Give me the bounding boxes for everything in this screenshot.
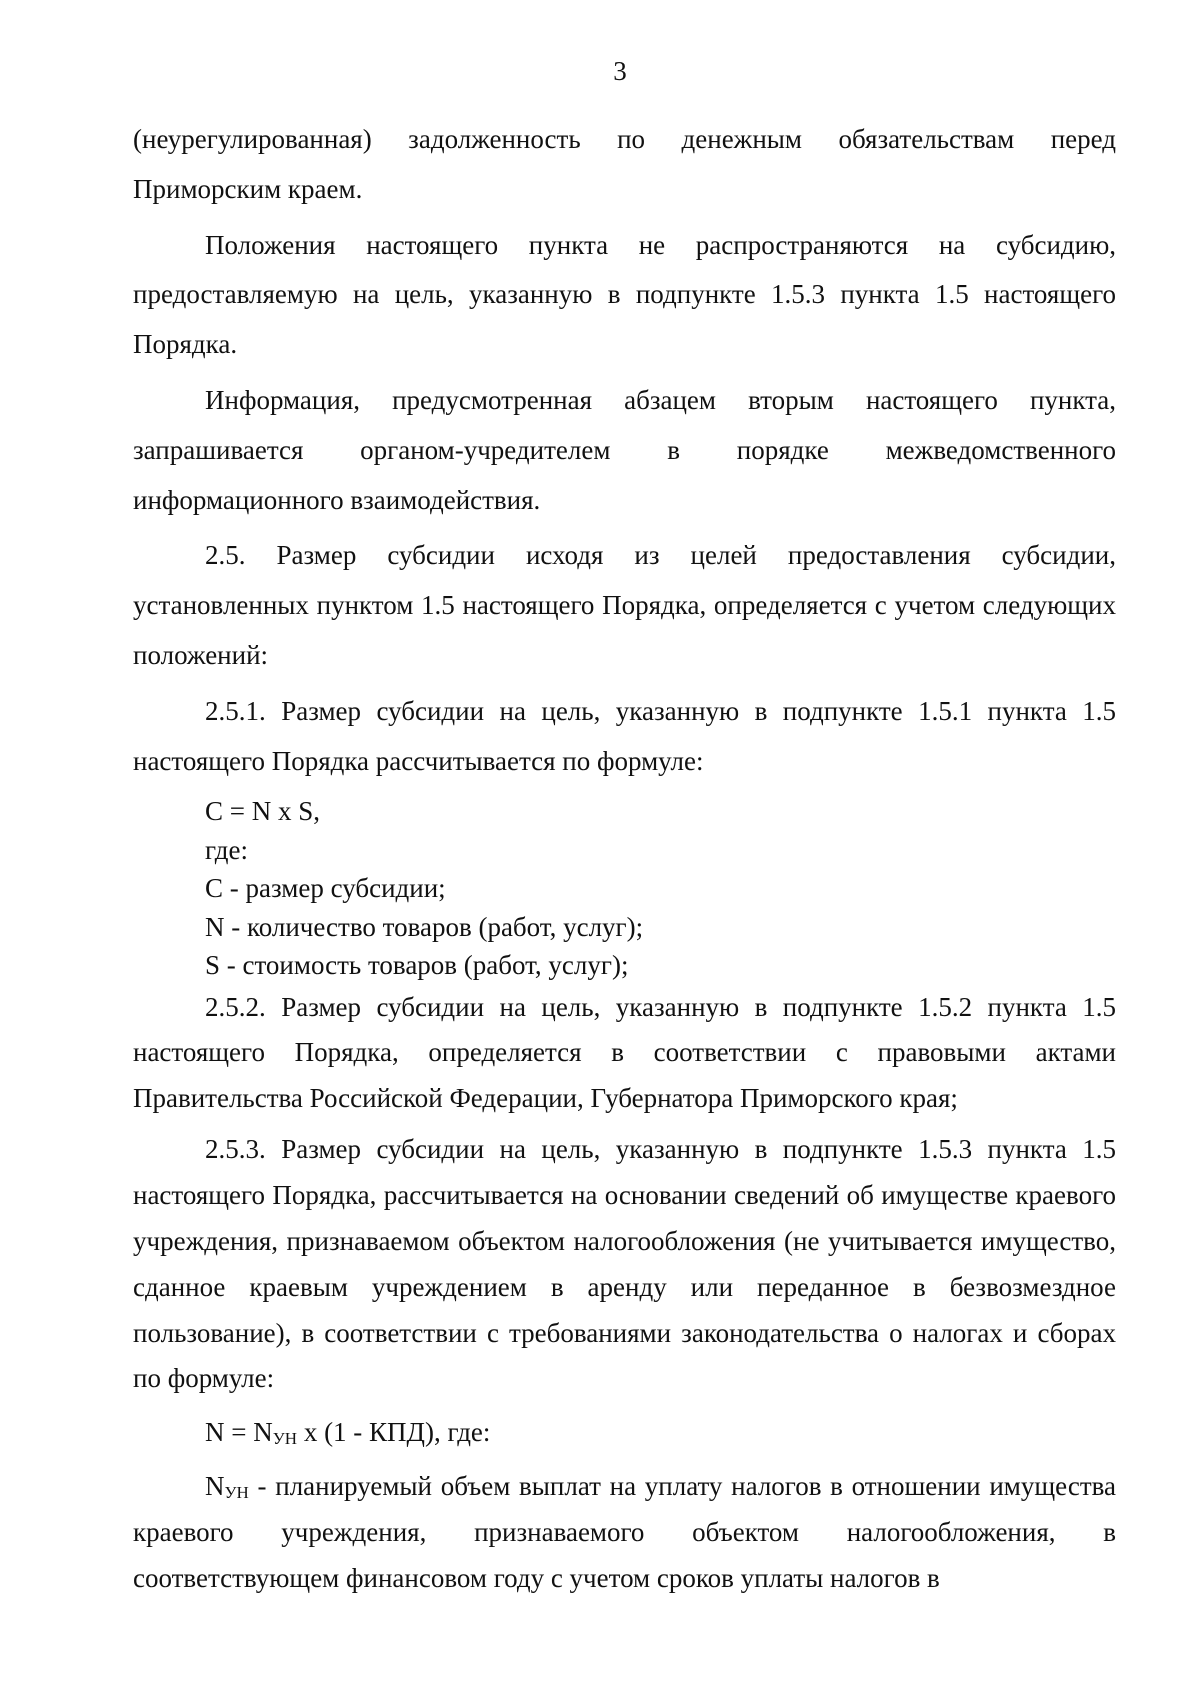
definition-nun <box>133 1464 1116 1601</box>
formula-block-1 <box>133 792 1116 985</box>
formula-tax-lhs: N = N <box>205 1417 273 1448</box>
paragraph-2-5: 2.5. Размер субсидии исходя из целей предоставления субсидии, установленных пунктом 1.5 настоящего Порядка, определяется с учетом следующих положений: <box>133 540 1116 670</box>
paragraph-2-5-1: 2.5.1. Размер субсидии на цель, указанную в подпункте 1.5.1 пункта 1.5 настоящего Порядка рассчитывается по формуле: <box>133 695 1116 776</box>
paragraph-2-5-2: 2.5.2. Размер субсидии на цель, указанную в подпункте 1.5.2 пункта 1.5 настоящего Порядка, определяется в соответствии с правовыми актами Правительства Российской Федерации, Губернатора Приморского края; <box>133 991 1116 1113</box>
page-number: 3 <box>613 56 627 86</box>
definition-s: S - стоимость товаров (работ, услуг); <box>205 950 629 981</box>
paragraph-2-5-3: 2.5.3. Размер субсидии на цель, указанную в подпункте 1.5.3 пункта 1.5 настоящего Порядка, рассчитывается на основании сведений об имуществе краевого учреждения, признаваемом объектом налогообложения (не учитывается имущество, сданное краевым учреждением в аренду или переданное в безвозмездное пользование), в соответствии с требованиями законодательства о налогах и сборах по формуле: <box>133 1134 1116 1394</box>
formula-subsidy: C = N x S, <box>205 796 321 827</box>
definition-nun-text: - планируемый объем выплат на уплату налогов в отношении имущества краевого учреждения, признаваемого объектом налогообложения, в соответствующем финансовом году с учетом сроков уплаты налогов в <box>133 1470 1116 1593</box>
definition-n: N - количество товаров (работ, услуг); <box>205 911 644 942</box>
definition-nun-subscript: УН <box>224 1482 249 1502</box>
paragraph-information-request: Информация, предусмотренная абзацем вторым настоящего пункта, запрашивается органом-учредителем в порядке межведомственного информационного взаимодействия. <box>133 384 1116 515</box>
document-body <box>133 115 1116 1601</box>
formula-tax-subscript: УН <box>272 1429 298 1449</box>
formula-where: где: <box>205 834 248 865</box>
definition-c: C - размер субсидии; <box>205 873 446 904</box>
paragraph-exception: Положения настоящего пункта не распространяются на субсидию, предоставляемую на цель, указанную в подпункте 1.5.3 пункта 1.5 настоящего Порядка. <box>133 229 1116 360</box>
paragraph-continuation: (неурегулированная) задолженность по денежным обязательствам перед Приморским краем. <box>133 124 1116 204</box>
definition-nun-symbol: N <box>205 1470 225 1501</box>
formula-tax-rhs: x (1 - КПД), где: <box>297 1417 491 1448</box>
formula-tax <box>133 1408 1116 1458</box>
